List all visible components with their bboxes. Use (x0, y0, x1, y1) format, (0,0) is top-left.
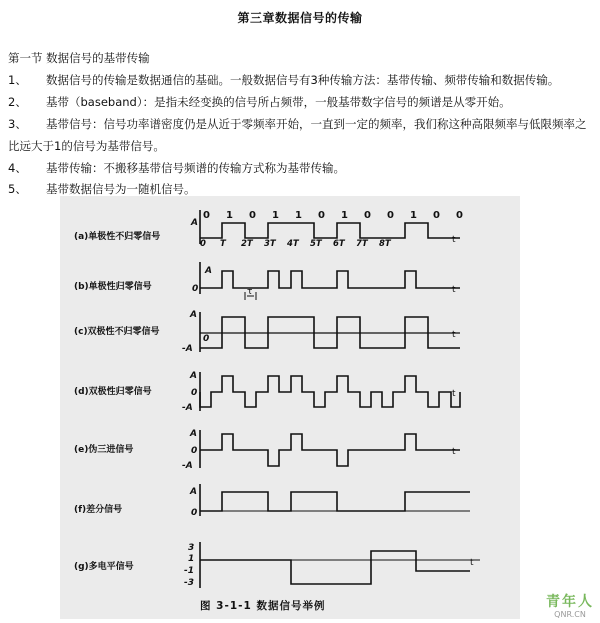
zero-label: 0 (191, 508, 198, 518)
bit-label: 0 (318, 210, 325, 221)
list-number: 2、 (8, 95, 27, 109)
list-item (8, 116, 587, 154)
figure-caption: 图 3-1-1 数据信号举例 (200, 600, 326, 612)
svg-text:t: t (452, 389, 456, 399)
bit-label: 0 (203, 210, 210, 221)
level-label: 3 (188, 543, 195, 553)
tau-label: τ (247, 287, 253, 297)
list-number: 4、 (8, 161, 27, 175)
svg-text:t: t (452, 235, 456, 245)
site-watermark (546, 591, 594, 619)
svg-text:t: t (470, 558, 474, 568)
signal-label: (c)双极性不归零信号 (74, 327, 160, 337)
signal-label: (b)单极性归零信号 (74, 282, 152, 292)
bit-label: 1 (410, 210, 417, 221)
watermark-logo-text: 青年人 (546, 594, 594, 610)
zero-label: 0 (203, 334, 210, 344)
time-label: 3T (264, 239, 276, 249)
bit-label: 0 (249, 210, 256, 221)
level-label: -A (182, 403, 193, 413)
level-label: A (190, 487, 197, 497)
level-label: -A (182, 461, 193, 471)
bit-label: 1 (272, 210, 279, 221)
zero-label: 0 (191, 388, 198, 398)
level-label: 1 (188, 554, 195, 564)
time-label: 2T (241, 239, 253, 249)
level-label: A (205, 266, 212, 276)
chapter-title: 第三章数据信号的传输 (237, 11, 363, 25)
time-label: 5T (310, 239, 322, 249)
svg-text:t: t (452, 447, 456, 457)
bit-label: 0 (387, 210, 394, 221)
time-label: 4T (287, 239, 299, 249)
level-label: A (190, 371, 197, 381)
bit-label: 1 (295, 210, 302, 221)
list-text: 基带信号：信号功率谱密度仍是从近于零频率开始，一直到一定的频率，我们称这种高限频率与低限频率之 (46, 117, 587, 131)
time-label: 8T (379, 239, 391, 249)
bit-label: 0 (456, 210, 463, 221)
watermark-domain: QNR.CN (554, 610, 586, 619)
list-item (8, 72, 559, 88)
level-label: -1 (184, 566, 194, 576)
signal-figure (60, 196, 520, 619)
list-number: 1、 (8, 73, 27, 87)
level-label: -A (182, 344, 193, 354)
list-item (8, 160, 345, 176)
signal-label: (a)单极性不归零信号 (74, 232, 161, 242)
bit-label: 1 (341, 210, 348, 221)
signal-label: (e)伪三进信号 (74, 445, 134, 455)
svg-text:t: t (452, 285, 456, 295)
time-label: T (220, 239, 226, 249)
signal-label: (f)差分信号 (74, 505, 123, 515)
time-label: 7T (356, 239, 368, 249)
list-number: 5、 (8, 182, 27, 196)
list-item (8, 94, 511, 110)
time-label: 6T (333, 239, 345, 249)
list-number: 3、 (8, 117, 27, 131)
list-text: 基带数据信号为一随机信号。 (46, 182, 196, 196)
signal-label: (g)多电平信号 (74, 562, 134, 572)
list-item (8, 181, 196, 197)
waveform-diagram (60, 196, 520, 619)
bit-label: 0 (364, 210, 371, 221)
svg-text:t: t (452, 330, 456, 340)
bit-label: 1 (226, 210, 233, 221)
bit-label: 0 (433, 210, 440, 221)
list-text-continued: 比远大于1的信号为基带信号。 (8, 139, 165, 153)
time-label: 0 (200, 239, 206, 249)
list-text: 数据信号的传输是数据通信的基础。一般数据信号有3种传输方法：基带传输、频带传输和数据传输。 (46, 73, 560, 87)
list-text: 基带传输：不搬移基带信号频谱的传输方式称为基带传输。 (46, 161, 345, 175)
level-label: -3 (184, 578, 194, 588)
level-label: A (190, 310, 197, 320)
section-heading: 第一节 数据信号的基带传输 (8, 51, 150, 65)
list-text: 基带（baseband）：是指未经变换的信号所占频带，一般基带数字信号的频谱是从零开始。 (46, 95, 511, 109)
signal-label: (d)双极性归零信号 (74, 387, 152, 397)
zero-label: 0 (192, 284, 199, 294)
level-label: A (190, 429, 197, 439)
zero-label: 0 (191, 446, 198, 456)
level-label: A (191, 218, 198, 228)
